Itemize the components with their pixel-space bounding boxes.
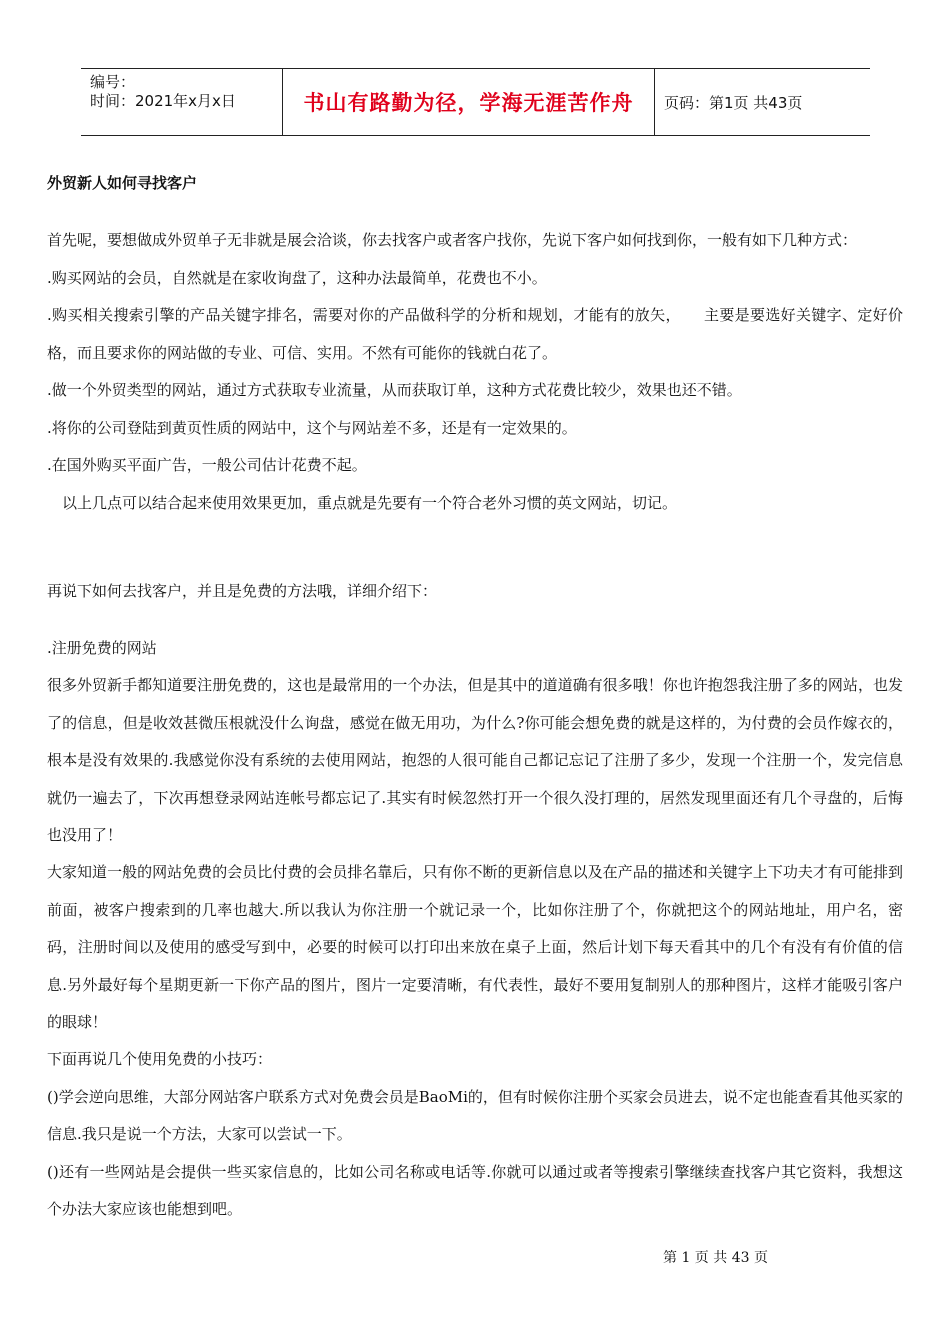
paragraph: .在国外购买平面广告，一般公司估计花费不起。 [47,456,367,474]
paragraph: .做一个外贸类型的网站，通过方式获取专业流量，从而获取订单，这种方式花费比较少，效果也还不错。 [47,381,742,399]
header-page-cell [655,69,870,135]
paragraph: 再说下如何去找客户，并且是免费的方法哦，详细介绍下： [47,582,438,600]
paragraph: 很多外贸新手都知道要注册免费的，这也是最常用的一个办法，但是其中的道道确有很多哦！你也许抱怨我注册了多的网站，也发了的信息，但是收效甚微压根就没什么询盘，感觉在做无用功，为什么?你可能会想免费的就是这样的，为付费的会员作嫁衣的，根本是没有效果的.我感觉你没有系统的去使用网站，抱怨的人很可能自己都记忘记了注册了多少，发现一个注册一个，发完信息就仍一遍去了，下次再想登录网站连帐号都忘记了.其实有时候忽然打开一个很久没打理的，居然发现里面还有几个寻盘的，后悔也没用了！ [47,676,903,845]
document-date-label: 时间：2021年x月x日 [90,92,236,110]
header-motto-cell [282,69,655,135]
paragraph: 以上几点可以结合起来使用效果更加，重点就是先要有一个符合老外习惯的英文网站，切记。 [47,493,678,512]
header-meta [81,69,282,135]
page-footer: 第 1 页 共 43 页 [663,1250,768,1266]
paragraph: 首先呢，要想做成外贸单子无非就是展会洽谈，你去找客户或者客户找你，先说下客户如何找到你，一般有如下几种方式： [47,231,858,249]
section-free-websites [47,630,903,1229]
paragraph: ()还有一些网站是会提供一些买家信息的，比如公司名称或电话等.你就可以通过或者等搜索引擎继续查找客户其它资料，我想这个办法大家应该也能想到吧。 [47,1162,903,1219]
paragraph: ()学会逆向思维，大部分网站客户联系方式对免费会员是BaoMi的，但有时候你注册个买家会员进去，说不定也能查看其他买家的信息.我只是说一个方法，大家可以尝试一下。 [47,1087,903,1144]
paragraph: .购买相关搜索引擎的产品关键字排名，需要对你的产品做科学的分析和规划，才能有的放矢， 主要是要选好关键字、定好价格，而且要求你的网站做的专业、可信、实用。不然有可能你的钱就白花了。 [47,306,903,362]
header-page-number: 页码：第1页 共43页 [664,93,803,112]
section-ways-to-find-you [47,222,903,522]
section-intro-free-methods [47,573,903,611]
paragraph: .将你的公司登陆到黄页性质的网站中，这个与网站差不多，还是有一定效果的。 [47,418,577,437]
paragraph: .注册免费的网站 [47,639,157,657]
paragraph: 大家知道一般的网站免费的会员比付费的会员排名靠后，只有你不断的更新信息以及在产品的描述和关键字上下功夫才有可能排到前面，被客户搜索到的几率也越大.所以我认为你注册一个就记录一个，比如你注册了个，你就把这个的网站地址，用户名，密码，注册时间以及使用的感受写到中，必要的时候可以打印出来放在桌子上面，然后计划下每天看其中的几个有没有有价值的信息.另外最好每个星期更新一下你产品的图片，图片一定要清晰，有代表性，最好不要用复制别人的那种图片，这样才能吸引客户的眼球！ [47,863,903,1032]
document-number-label: 编号： [90,73,136,91]
header-motto: 书山有路勤为径，学海无涯苦作舟 [303,91,634,115]
document-title: 外贸新人如何寻找客户 [47,174,198,192]
page-header [81,68,870,136]
paragraph: .购买网站的会员，自然就是在家收询盘了，这种办法最简单，花费也不小。 [47,268,547,287]
paragraph: 下面再说几个使用免费的小技巧： [47,1050,273,1069]
